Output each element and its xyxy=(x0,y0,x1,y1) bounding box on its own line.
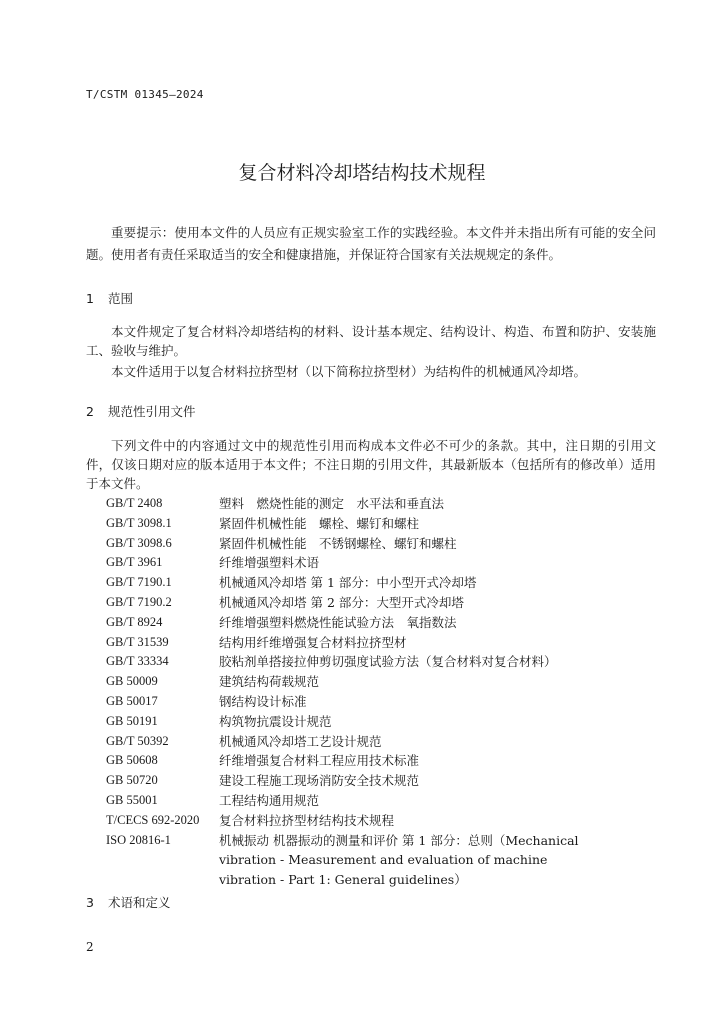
scope-paragraph-1: 本文件规定了复合材料冷却塔结构的材料、设计基本规定、结构设计、构造、布置和防护、安装施工、验收与维护。 xyxy=(86,324,656,358)
scope-paragraph-2: 本文件适用于以复合材料拉挤型材（以下简称拉挤型材）为结构件的机械通风冷却塔。 xyxy=(111,364,587,379)
reference-item xyxy=(106,732,666,752)
reference-item xyxy=(106,831,666,890)
section-number: 1 xyxy=(86,291,94,306)
reference-name: 复合材料拉挤型材结构技术规程 xyxy=(219,812,395,828)
reference-name: 钢结构设计标准 xyxy=(219,693,307,709)
reference-name: 纤维增强塑料燃烧性能试验方法 氧指数法 xyxy=(219,614,457,630)
reference-item xyxy=(106,771,666,791)
reference-name: 构筑物抗震设计规范 xyxy=(219,713,332,729)
reference-name: 紧固件机械性能 螺栓、螺钉和螺柱 xyxy=(219,515,420,531)
reference-code: GB/T 7190.1 xyxy=(106,575,172,590)
section-number: 3 xyxy=(86,895,94,910)
important-notice: 重要提示：使用本文件的人员应有正规实验室工作的实践经验。本文件并未指出所有可能的安全问题。使用者有责任采取适当的安全和健康措施，并保证符合国家有关法规规定的条件。 xyxy=(86,225,656,262)
reference-name: 塑料 燃烧性能的测定 水平法和垂直法 xyxy=(219,496,445,511)
reference-code: GB 50608 xyxy=(106,753,158,768)
reference-code: GB 50720 xyxy=(106,773,158,788)
section-heading-scope xyxy=(86,289,133,307)
reference-code: GB/T 50392 xyxy=(106,733,169,748)
reference-item xyxy=(106,751,666,771)
reference-name: 机械通风冷却塔 第 1 部分：中小型开式冷却塔 xyxy=(219,575,477,591)
reference-name: 紧固件机械性能 不锈钢螺栓、螺钉和螺柱 xyxy=(219,535,457,551)
section-title: 范围 xyxy=(107,291,133,306)
section-heading-terms-definitions xyxy=(86,893,171,911)
reference-item xyxy=(106,633,666,653)
reference-code: GB 50191 xyxy=(106,713,158,728)
section-title: 规范性引用文件 xyxy=(107,404,196,419)
reference-item xyxy=(106,613,666,633)
reference-code: T/CECS 692-2020 xyxy=(106,812,200,827)
reference-name: 胶粘剂单搭接拉伸剪切强度试验方法（复合材料对复合材料） xyxy=(219,654,557,670)
reference-code: GB/T 31539 xyxy=(106,634,169,649)
reference-code: GB/T 3961 xyxy=(106,555,163,570)
reference-item xyxy=(106,692,666,712)
reference-code: GB/T 33334 xyxy=(106,654,169,669)
reference-item xyxy=(106,652,666,672)
document-code-header: T/CSTM 01345—2024 xyxy=(86,88,204,101)
reference-code: GB 55001 xyxy=(106,792,158,807)
reference-code: GB 50017 xyxy=(106,693,158,708)
reference-code: GB 50009 xyxy=(106,674,158,689)
normative-intro-paragraph: 下列文件中的内容通过文中的规范性引用而构成本文件必不可少的条款。其中，注日期的引用文件，仅该日期对应的版本适用于本文件；不注日期的引用文件，其最新版本（包括所有的修改单）适用于本文件。 xyxy=(86,438,656,491)
page-number: 2 xyxy=(86,940,94,954)
reference-code: GB/T 3098.6 xyxy=(106,535,172,550)
reference-list xyxy=(106,494,666,890)
reference-name: 纤维增强塑料术语 xyxy=(219,555,320,571)
reference-item xyxy=(106,573,666,593)
reference-item xyxy=(106,712,666,732)
reference-item xyxy=(106,494,666,514)
reference-code: GB/T 2408 xyxy=(106,496,163,510)
reference-item xyxy=(106,811,666,831)
reference-name: 结构用纤维增强复合材料拉挤型材 xyxy=(219,634,407,650)
reference-name: 机械振动 机器振动的测量和评价 第 1 部分：总则（Mechanical vibration - Measurement and evaluation of machine vibration - Part 1: General guidelines） xyxy=(219,832,579,888)
section-title: 术语和定义 xyxy=(107,895,171,910)
section-heading-normative-references xyxy=(86,402,196,420)
reference-item xyxy=(106,791,666,811)
reference-code: GB/T 3098.1 xyxy=(106,515,172,530)
reference-name: 机械通风冷却塔工艺设计规范 xyxy=(219,733,382,749)
document-title: 复合材料冷却塔结构技术规程 xyxy=(238,162,486,184)
reference-item xyxy=(106,672,666,692)
reference-name: 机械通风冷却塔 第 2 部分：大型开式冷却塔 xyxy=(219,594,464,610)
reference-code: GB/T 7190.2 xyxy=(106,594,172,609)
reference-name: 纤维增强复合材料工程应用技术标准 xyxy=(219,753,420,769)
section-number: 2 xyxy=(86,404,94,419)
reference-item xyxy=(106,553,666,573)
reference-item xyxy=(106,593,666,613)
reference-code: GB/T 8924 xyxy=(106,614,163,629)
reference-name: 建筑结构荷载规范 xyxy=(219,674,320,690)
reference-name: 工程结构通用规范 xyxy=(219,792,320,808)
reference-item xyxy=(106,534,666,554)
reference-item xyxy=(106,514,666,534)
reference-name: 建设工程施工现场消防安全技术规范 xyxy=(219,773,420,789)
reference-code: ISO 20816-1 xyxy=(106,832,171,847)
